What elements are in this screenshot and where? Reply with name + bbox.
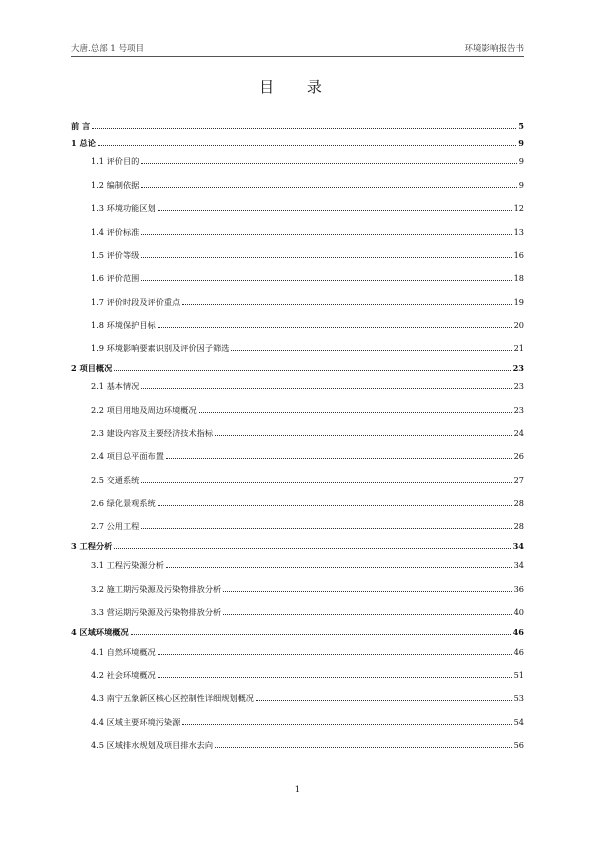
toc-entry-label: 2.1 基本情况 [91, 381, 140, 391]
toc-entry[interactable] [71, 380, 524, 392]
toc-entry-page: 12 [513, 203, 524, 213]
toc-dot-leader [141, 482, 511, 483]
toc-entry-label: 1.6 评价范围 [91, 273, 140, 283]
toc-dot-leader [231, 350, 511, 351]
toc-dot-leader [141, 280, 511, 281]
toc-entry-page: 40 [513, 607, 524, 617]
toc-entry-page: 24 [513, 428, 524, 438]
toc-entry-page: 28 [513, 498, 524, 508]
toc-entry-page: 46 [512, 627, 524, 637]
toc-entry-page: 21 [513, 343, 524, 353]
toc-dot-leader [141, 388, 511, 389]
toc-dot-leader [166, 458, 512, 459]
page-number: 1 [294, 785, 301, 795]
toc-dot-leader [158, 677, 512, 678]
toc-dot-leader [141, 163, 516, 164]
toc-entry[interactable] [71, 646, 524, 658]
toc-entry-label: 前 言 [71, 121, 91, 131]
toc-entry-label: 2.3 建设内容及主要经济技术指标 [91, 428, 214, 438]
toc-dot-leader [98, 145, 516, 146]
toc-entry-page: 5 [518, 121, 524, 131]
toc-entry[interactable] [71, 739, 524, 751]
toc-entry-label: 1.8 环境保护目标 [91, 320, 156, 330]
toc-dot-leader [131, 634, 511, 635]
toc-entry-label: 3.2 施工期污染源及污染物排放分析 [91, 584, 222, 594]
toc-entry-label: 1 总论 [71, 138, 96, 148]
toc-entry[interactable] [71, 606, 524, 618]
toc-entry[interactable] [71, 296, 524, 308]
toc-entry[interactable] [71, 179, 524, 191]
toc-entry-label: 3.3 营运期污染源及污染物排放分析 [91, 607, 222, 617]
toc-entry-label: 4 区域环境概况 [71, 627, 129, 637]
toc-entry[interactable] [71, 137, 524, 149]
toc-entry-label: 1.9 环境影响要素识别及评价因子筛选 [91, 343, 230, 353]
toc-entry-label: 4.3 南宁五象新区核心区控制性详细规划概况 [91, 693, 254, 703]
toc-dot-leader [256, 700, 512, 701]
header-project-name: 大唐.总部 1 号项目 [71, 44, 145, 54]
toc-entry[interactable] [71, 226, 524, 238]
toc-entry[interactable] [71, 716, 524, 728]
toc-entry[interactable] [71, 474, 524, 486]
toc-dot-leader [199, 412, 512, 413]
page-header [71, 40, 524, 57]
toc-entry-page: 9 [518, 180, 524, 190]
toc-entry-page: 56 [513, 740, 524, 750]
toc-entry[interactable] [71, 155, 524, 167]
toc-dot-leader [114, 548, 510, 549]
toc-entry-label: 2.6 绿化景观系统 [91, 498, 156, 508]
toc-entry-page: 54 [513, 717, 524, 727]
toc-entry-page: 26 [513, 451, 524, 461]
toc-entry-page: 13 [513, 227, 524, 237]
toc-dot-leader [158, 505, 512, 506]
toc-entry-page: 20 [513, 320, 524, 330]
toc-entry-page: 46 [513, 647, 524, 657]
toc-entry-page: 34 [513, 560, 524, 570]
toc-entry[interactable] [71, 120, 524, 132]
toc-dot-leader [182, 724, 511, 725]
toc-entry-page: 9 [518, 138, 524, 148]
toc-dot-leader [92, 128, 516, 129]
toc-dot-leader [141, 257, 511, 258]
toc-entry-label: 1.5 评价等级 [91, 250, 140, 260]
toc-entry-label: 4.2 社会环境概况 [91, 670, 156, 680]
toc-entry-label: 3.1 工程污染源分析 [91, 560, 164, 570]
toc-dot-leader [141, 187, 516, 188]
toc-dot-leader [215, 435, 512, 436]
toc-entry-page: 16 [513, 250, 524, 260]
toc-entry[interactable] [71, 520, 524, 532]
toc-entry[interactable] [71, 404, 524, 416]
toc-entry[interactable] [71, 362, 524, 374]
toc-entry[interactable] [71, 692, 524, 704]
toc-entry-label: 1.1 评价目的 [91, 156, 140, 166]
toc-entry-page: 53 [513, 693, 524, 703]
toc-entry[interactable] [71, 559, 524, 571]
toc-entry[interactable] [71, 342, 524, 354]
toc-entry-label: 4.4 区域主要环境污染源 [91, 717, 181, 727]
toc-entry-page: 51 [513, 670, 524, 680]
toc-entry-label: 4.5 区域排水规划及项目排水去向 [91, 740, 214, 750]
toc-entry-page: 9 [518, 156, 524, 166]
toc-entry-label: 2 项目概况 [71, 363, 113, 373]
toc-entry[interactable] [71, 540, 524, 552]
toc-entry[interactable] [71, 583, 524, 595]
toc-dot-leader [158, 654, 512, 655]
toc-entry[interactable] [71, 249, 524, 261]
toc-entry[interactable] [71, 497, 524, 509]
toc-entry-page: 23 [513, 405, 524, 415]
toc-entry[interactable] [71, 669, 524, 681]
toc-entry-label: 4.1 自然环境概况 [91, 647, 156, 657]
toc-entry-label: 1.2 编制依据 [91, 180, 140, 190]
header-document-type: 环境影响报告书 [464, 44, 524, 54]
toc-entry-page: 18 [513, 273, 524, 283]
toc-entry[interactable] [71, 626, 524, 638]
toc-dot-leader [114, 370, 510, 371]
toc-entry-page: 34 [512, 541, 524, 551]
toc-dot-leader [166, 567, 512, 568]
toc-entry-page: 23 [512, 363, 524, 373]
toc-entry-label: 2.5 交通系统 [91, 475, 140, 485]
toc-entry-label: 2.4 项目总平面布置 [91, 451, 164, 461]
toc-dot-leader [223, 614, 511, 615]
toc-entry[interactable] [71, 202, 524, 214]
toc-dot-leader [141, 234, 511, 235]
toc-entry-label: 1.3 环境功能区划 [91, 203, 156, 213]
toc-entry-label: 1.7 评价时段及评价重点 [91, 297, 181, 307]
toc-entry[interactable] [71, 450, 524, 462]
toc-entry-page: 23 [513, 381, 524, 391]
toc-dot-leader [215, 747, 512, 748]
toc-entry[interactable] [71, 427, 524, 439]
toc-entry-label: 2.2 项目用地及周边环境概况 [91, 405, 197, 415]
toc-entry[interactable] [71, 272, 524, 284]
toc-entry-page: 19 [513, 297, 524, 307]
toc-entry-label: 2.7 公用工程 [91, 521, 140, 531]
toc-entry-page: 27 [513, 475, 524, 485]
toc-dot-leader [223, 591, 511, 592]
toc-entry-label: 3 工程分析 [71, 541, 113, 551]
toc-dot-leader [158, 327, 512, 328]
toc-entry[interactable] [71, 319, 524, 331]
toc-entry-page: 36 [513, 584, 524, 594]
toc-entry-label: 1.4 评价标准 [91, 227, 140, 237]
toc-dot-leader [141, 528, 511, 529]
toc-title: 目 录 [259, 78, 336, 96]
toc-entry-page: 28 [513, 521, 524, 531]
toc-dot-leader [182, 304, 511, 305]
toc-dot-leader [158, 210, 512, 211]
